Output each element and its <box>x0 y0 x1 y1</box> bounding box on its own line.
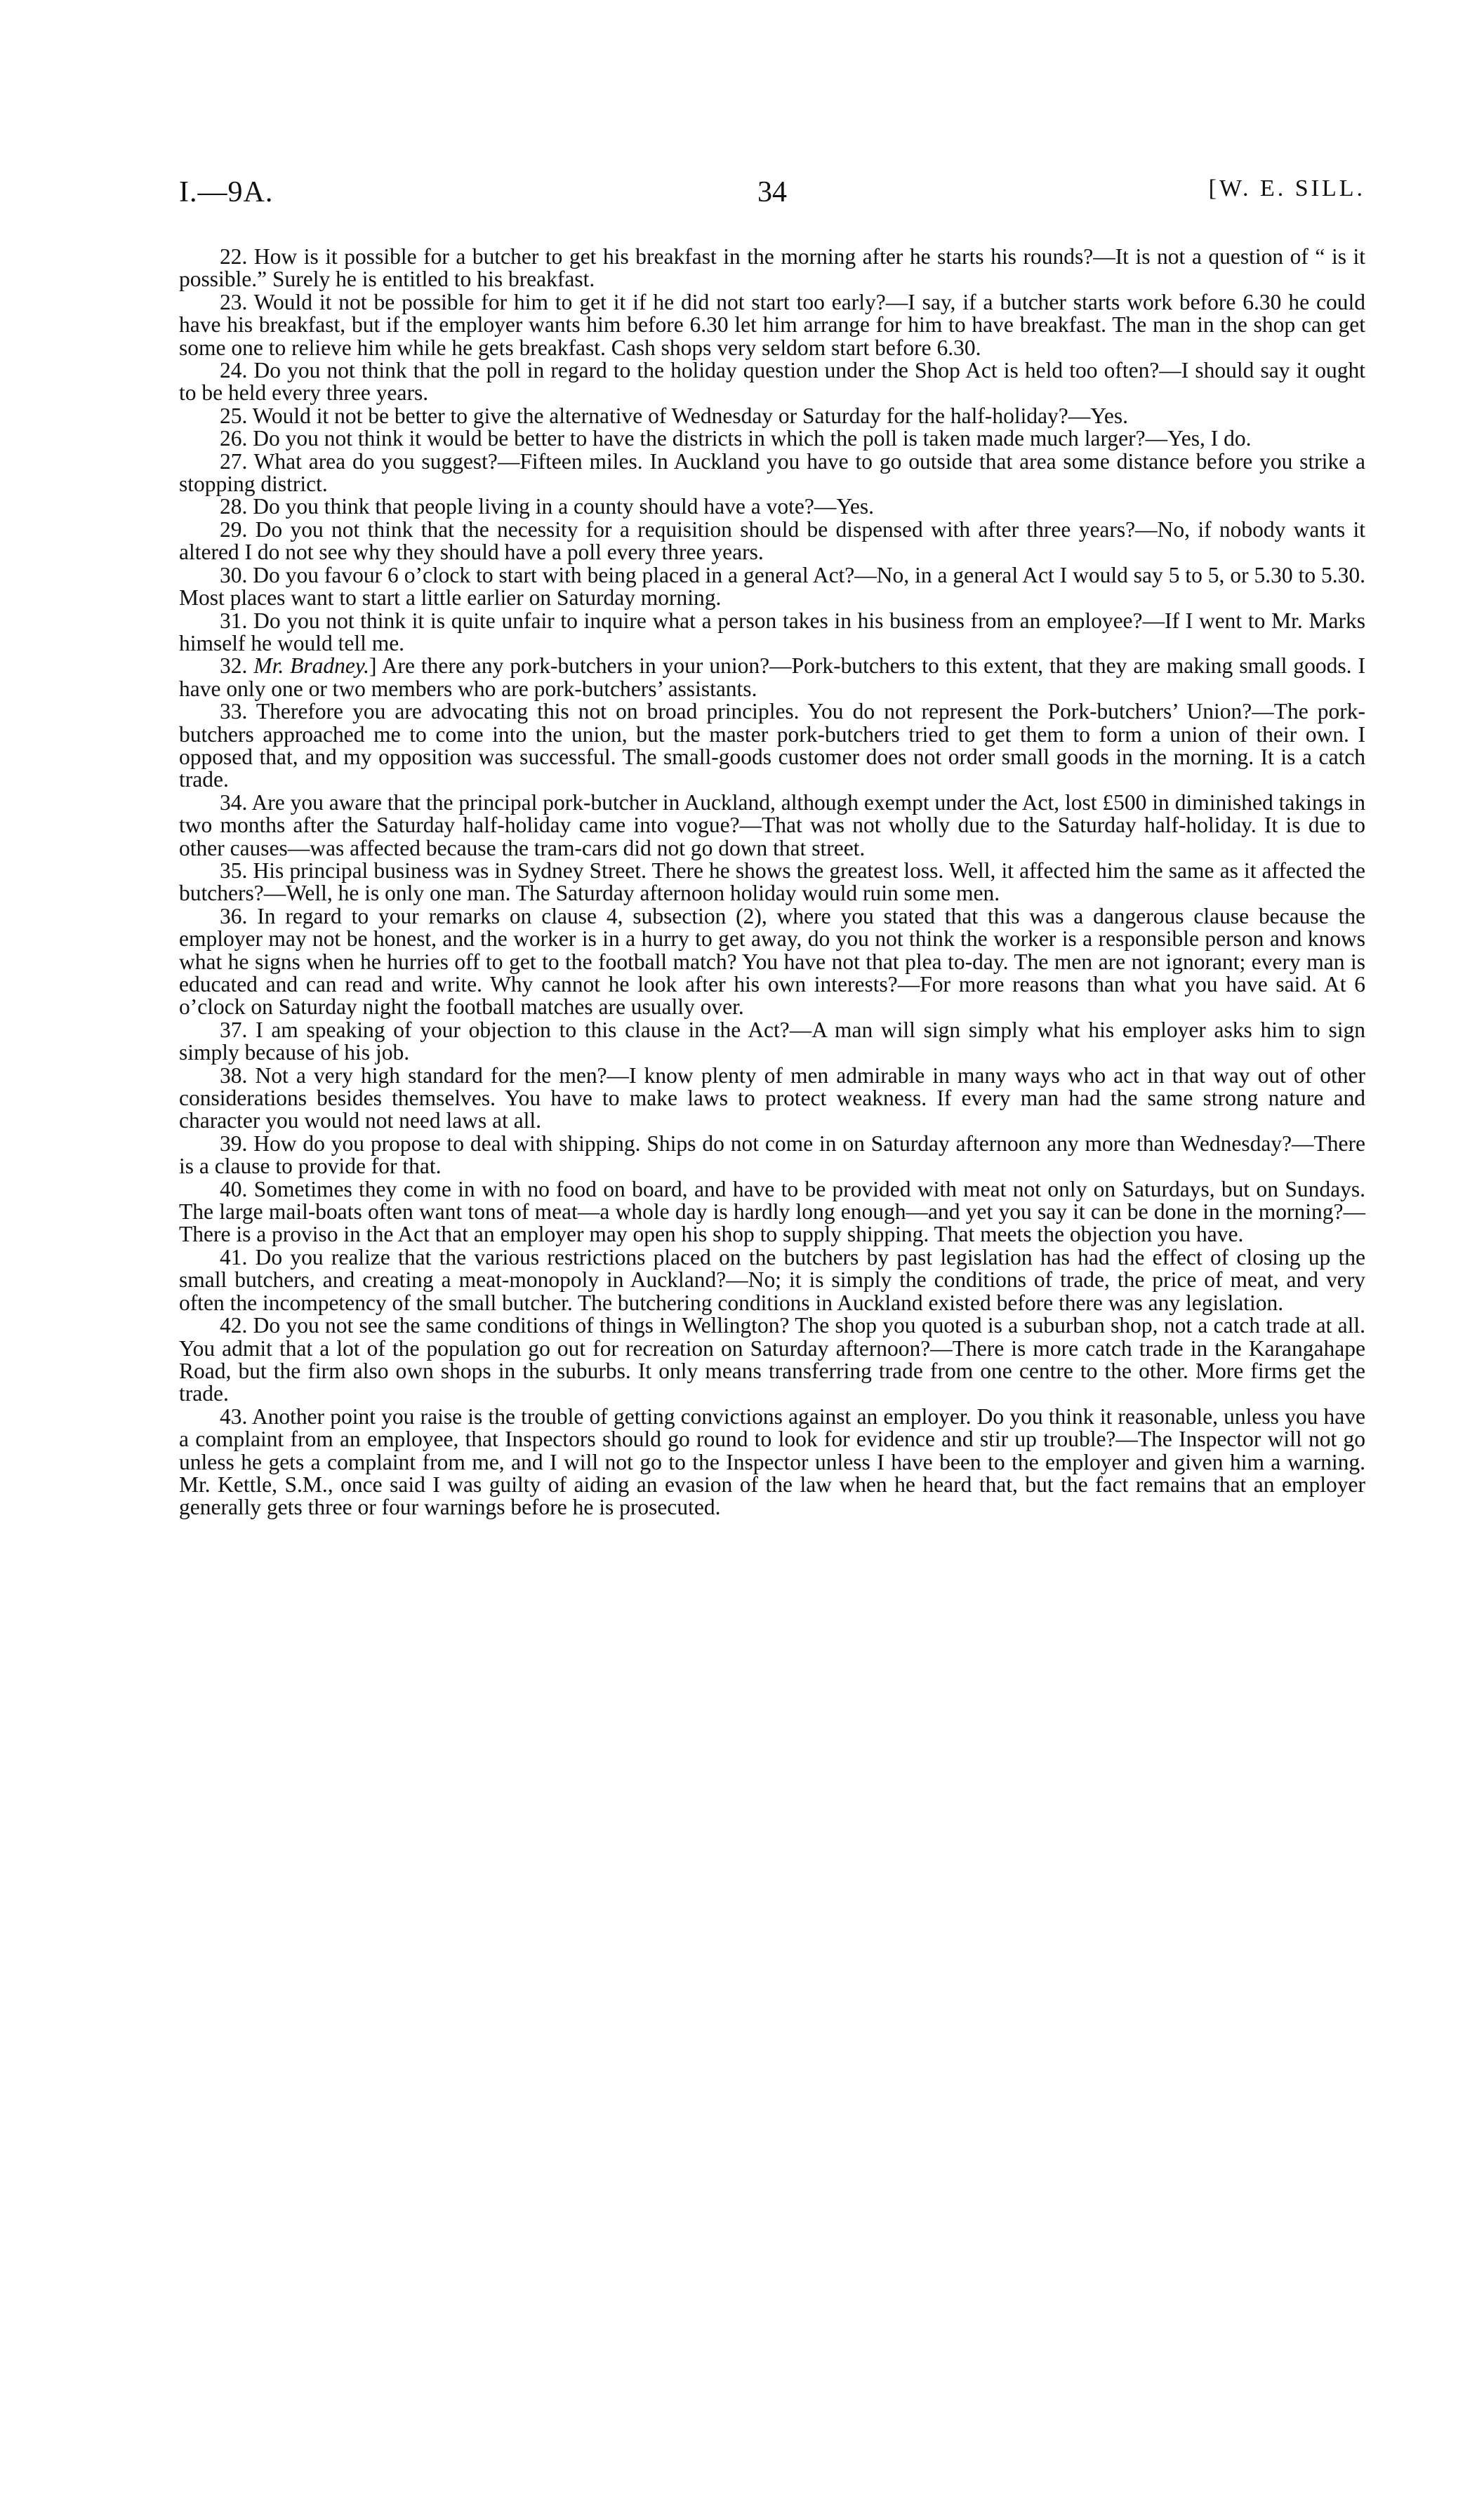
paragraph-30: 30. Do you favour 6 o’clock to start with being placed in a general Act?—No, in a general Act I would say 5 to 5, or 5.30 to 5.30. Most places want to start a little earlier on Saturday morning. <box>179 562 1365 611</box>
paragraph-42: 42. Do you not see the same conditions of things in Wellington? The shop you quoted is a suburban shop, not a catch trade at all. You admit that a lot of the population go out for recreation on Saturday afternoon?—There is more catch trade in the Karangahape Road, but the firm also own shops in the suburbs. It only means transferring trade from one centre to the other. More firms get the trade. <box>179 1313 1365 1406</box>
paragraph-25: 25. Would it not be better to give the alternative of Wednesday or Saturday for the half-holiday?—Yes. <box>220 403 1128 428</box>
paragraph-text: ] Are there any pork-butchers in your union?—Pork-butchers to this extent, that they are making small goods. I have only one or two members who are pork-butchers’ assistants. <box>179 653 1366 701</box>
witness-name: [W. E. SILL. <box>1208 175 1365 201</box>
paragraph-38: 38. Not a very high standard for the men?—I know plenty of men admirable in many ways who act in that way out of other considerations besides themselves. You have to make laws to protect weakness. If every man had the same strong nature and character you would not need laws at all. <box>179 1062 1365 1133</box>
paragraph-35: 35. His principal business was in Sydney Street. There he shows the greatest loss. Well, it affected him the same as it affected the butchers?—Well, he is only one man. The Saturday afternoon holiday would ruin some men. <box>179 858 1365 906</box>
paragraph-27: 27. What area do you suggest?—Fifteen miles. In Auckland you have to go outside that area some distance before you strike a stopping district. <box>179 448 1365 497</box>
paragraph-32 <box>179 655 1365 700</box>
paragraph-22: 22. How is it possible for a butcher to get his breakfast in the morning after he starts his rounds?—It is not a question of “ is it possible.” Surely he is entitled to his breakfast. <box>179 244 1365 292</box>
paragraph-34: 34. Are you aware that the principal pork-butcher in Auckland, although exempt under the Act, lost £500 in diminished takings in two months after the Saturday half-holiday came into vogue?—That was not wholly due to the Saturday half-holiday. It is due to other causes—was affected because the tram-cars did not go down that street. <box>179 789 1365 860</box>
testimony-body <box>179 246 1365 1519</box>
page-number: 34 <box>757 176 787 208</box>
speaker-name: Mr. Bradney. <box>253 653 370 679</box>
paragraph-26: 26. Do you not think it would be better to have the districts in which the poll is taken made much larger?—Yes, I do. <box>220 426 1252 451</box>
page-header <box>179 175 1365 218</box>
paragraph-40: 40. Sometimes they come in with no food on board, and have to be provided with meat not only on Saturdays, but on Sundays. The large mail-boats often want tons of meat—a whole day is hardly long enough—and yet you say it can be done in the morning?—There is a proviso in the Act that an employer may open his shop to supply shipping. That meets the objection you have. <box>179 1176 1365 1247</box>
paragraph-36: 36. In regard to your remarks on clause 4, subsection (2), where you stated that this was a dangerous clause because the employer may not be honest, and the worker is in a hurry to get away, do you not think the worker is a responsible person and knows what he signs when he hurries off to get to the football match? You have not that plea to-day. The men are not ignorant; every man is educated and can read and write. Why cannot he look after his own interests?—For more reasons than what you have said. At 6 o’clock on Saturday night the football matches are usually over. <box>179 903 1365 1020</box>
paragraph-29: 29. Do you not think that the necessity for a requisition should be dispensed with after three years?—No, if nobody wants it altered I do not see why they should have a poll every three years. <box>179 516 1365 565</box>
paragraph-24: 24. Do you not think that the poll in regard to the holiday question under the Shop Act is held too often?—I should say it ought to be held every three years. <box>179 358 1365 406</box>
paragraph-28: 28. Do you think that people living in a county should have a vote?—Yes. <box>220 494 875 519</box>
paragraph-43: 43. Another point you raise is the trouble of getting convictions against an employer. Do you think it reasonable, unless you have a complaint from an employee, that Inspectors should go round to look for evidence and stir up trouble?—The Inspector will not go unless he gets a complaint from me, and I will not go to the Inspector unless I have been to the employer and given him a warning. Mr. Kettle, S.M., once said I was guilty of aiding an evasion of the law when he heard that, but the fact remains that an employer generally gets three or four warnings before he is prosecuted. <box>179 1404 1365 1520</box>
paragraph-41: 41. Do you realize that the various restrictions placed on the butchers by past legislation has had the effect of closing up the small butchers, and creating a meat-monopoly in Auckland?—No; it is simply the conditions of trade, the price of meat, and very often the incompetency of the small butcher. The butchering conditions in Auckland existed before there was any legislation. <box>179 1244 1365 1315</box>
paragraph-37: 37. I am speaking of your objection to this clause in the Act?—A man will sign simply what his employer asks him to sign simply because of his job. <box>179 1017 1365 1065</box>
paragraph-39: 39. How do you propose to deal with shipping. Ships do not come in on Saturday afternoon any more than Wednesday?—There is a clause to provide for that. <box>179 1131 1365 1179</box>
document-reference: I.—9A. <box>179 176 274 208</box>
paragraph-23: 23. Would it not be possible for him to get it if he did not start too early?—I say, if a butcher starts work before 6.30 he could have his breakfast, but if the employer wants him before 6.30 let him arrange for him to have breakfast. The man in the shop can get some one to relieve him while he gets breakfast. Cash shops very seldom start before 6.30. <box>179 289 1365 360</box>
question-number: 32. <box>220 653 254 679</box>
paragraph-31: 31. Do you not think it is quite unfair to inquire what a person takes in his business from an employee?—If I went to Mr. Marks himself he would tell me. <box>179 608 1365 655</box>
paragraph-33: 33. Therefore you are advocating this not on broad principles. You do not represent the Pork-butchers’ Union?—The pork-butchers approached me to come into the union, but the master pork-butchers tried to get them to form a union of their own. I opposed that, and my opposition was successful. The small-goods customer does not order small goods in the morning. It is a catch trade. <box>179 699 1365 792</box>
